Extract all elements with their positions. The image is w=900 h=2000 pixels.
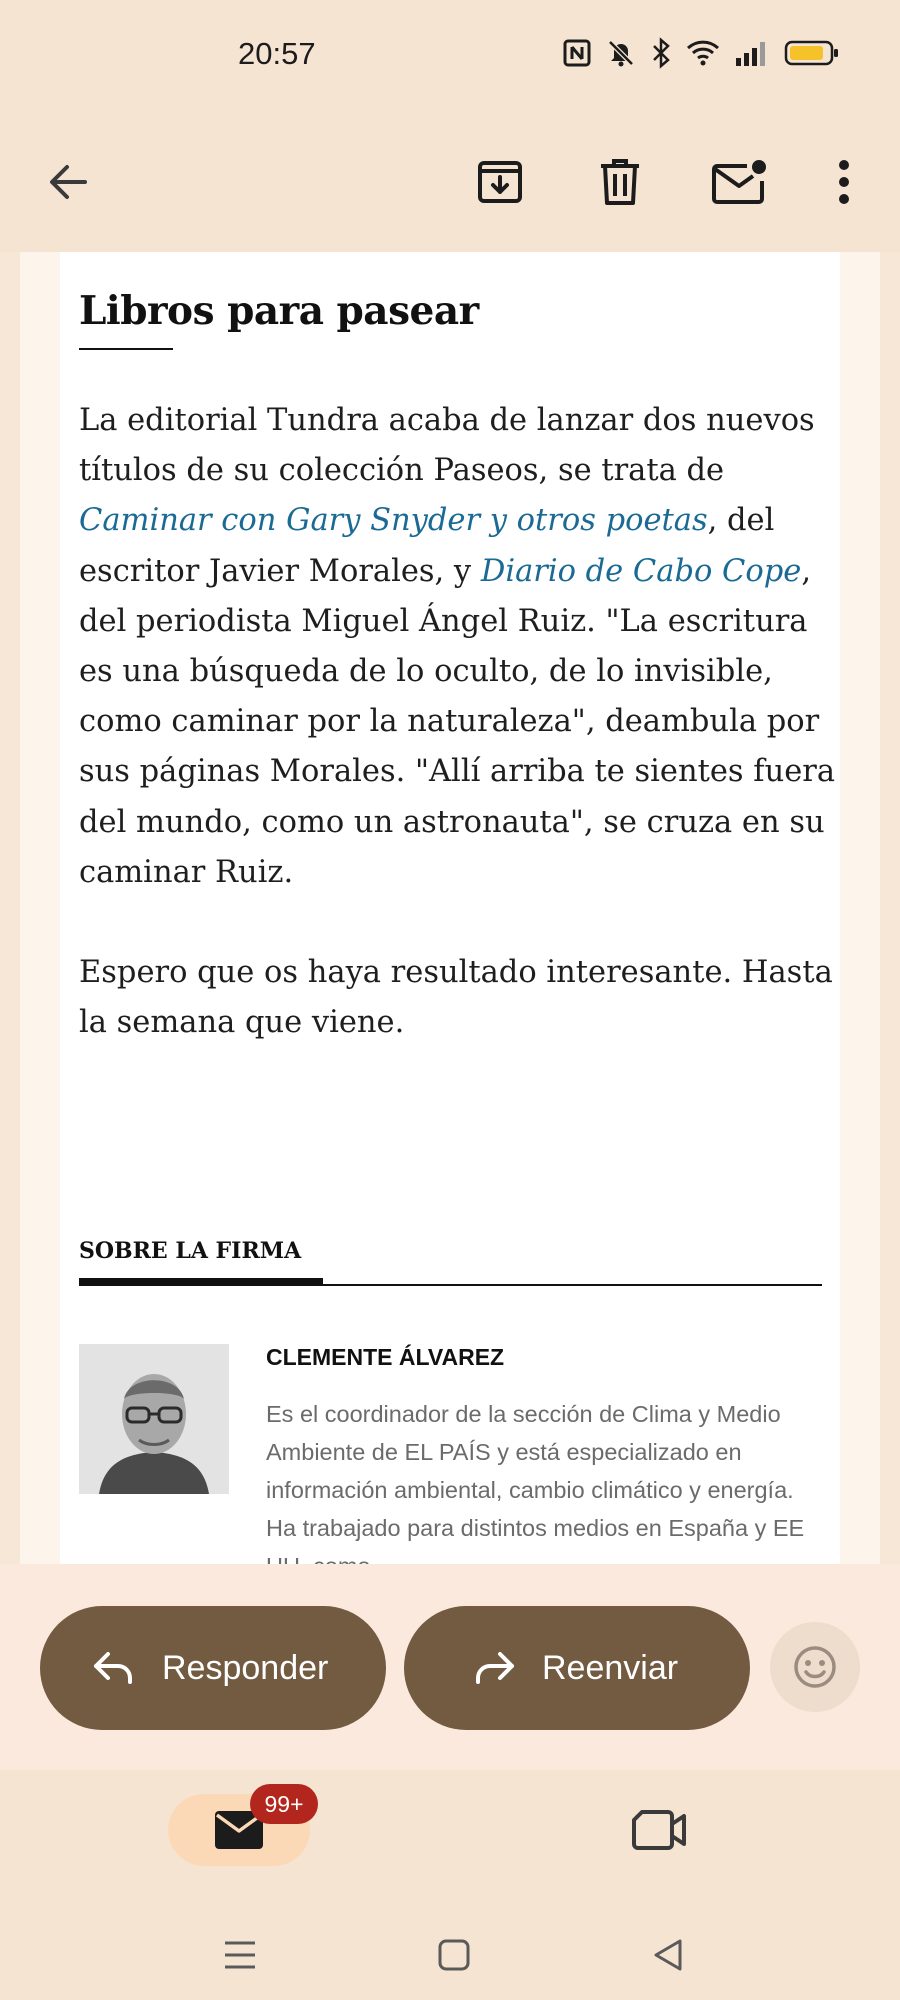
nav-meet-tab[interactable]	[620, 1792, 700, 1868]
mark-unread-icon	[711, 157, 769, 207]
reply-button[interactable]	[40, 1606, 386, 1730]
more-options-button[interactable]	[802, 140, 886, 224]
forward-button[interactable]	[404, 1606, 750, 1730]
bell-off-icon	[606, 38, 636, 68]
article-text	[79, 396, 839, 1048]
back-triangle-icon	[652, 1938, 684, 1972]
wifi-icon	[686, 38, 720, 68]
signature-divider-accent	[79, 1278, 323, 1286]
status-icons	[562, 38, 840, 68]
article-heading: Libros para pasear	[79, 288, 479, 334]
mark-unread-button[interactable]	[698, 140, 782, 224]
back-button[interactable]	[26, 140, 110, 224]
back-arrow-icon	[45, 159, 91, 205]
book-link-diario[interactable]: Diario de Cabo Cope	[480, 553, 802, 589]
text-run: , del periodista Miguel Ángel Ruiz. "La escritura es una búsqueda de lo oculto, de lo invisible, como caminar por la naturaleza", deambula por sus páginas Morales. "Allí arriba te sientes fuera del mundo, como un astronauta", se cruza en su caminar Ruiz.	[79, 553, 836, 890]
menu-icon	[223, 1939, 257, 1971]
book-link-caminar[interactable]: Caminar con Gary Snyder y otros poetas	[79, 503, 708, 539]
author-bio: Es el coordinador de la sección de Clima y Medio Ambiente de EL PAÍS y está especializado en información ambiental, cambio climático y energía. Ha trabajado para distintos medios en España y EE	[266, 1401, 805, 1541]
recents-button[interactable]	[210, 1928, 270, 1982]
reply-label: Responder	[162, 1648, 329, 1687]
archive-button[interactable]	[458, 140, 542, 224]
email-toolbar	[0, 110, 900, 252]
emoji-reaction-button[interactable]	[770, 1622, 860, 1712]
delete-button[interactable]	[578, 140, 662, 224]
text-run: , del escritor Javier Morales, y	[79, 503, 775, 589]
closing-paragraph: Espero que os haya resultado interesante. Hasta la semana que viene.	[79, 955, 833, 1041]
reply-icon	[92, 1648, 136, 1688]
action-bar	[0, 1564, 900, 1770]
author-photo-icon	[79, 1344, 229, 1494]
status-time: 20:57	[238, 36, 316, 71]
archive-icon	[475, 157, 525, 207]
article-paragraph	[79, 396, 839, 898]
trash-icon	[597, 157, 643, 207]
signature-section-title: SOBRE LA FIRMA	[79, 1238, 302, 1264]
home-button[interactable]	[424, 1928, 484, 1982]
bottom-navigation	[0, 1770, 900, 1910]
battery-icon	[784, 38, 840, 68]
smiley-icon	[792, 1644, 838, 1690]
back-nav-button[interactable]	[638, 1928, 698, 1982]
author-name: CLEMENTE ÁLVAREZ	[266, 1344, 505, 1370]
signal-icon	[734, 38, 770, 68]
video-camera-icon	[632, 1808, 688, 1852]
forward-icon	[472, 1648, 516, 1688]
bluetooth-icon	[650, 38, 672, 68]
status-bar	[0, 0, 900, 110]
author-avatar	[79, 1344, 229, 1494]
text-run: La editorial Tundra acaba de lanzar dos nuevos títulos de su colección Paseos, se trata de	[79, 403, 815, 489]
system-navigation	[0, 1910, 900, 2000]
forward-label: Reenviar	[542, 1648, 679, 1687]
message-body	[60, 252, 840, 1564]
more-vert-icon	[837, 159, 851, 205]
nfc-icon	[562, 38, 592, 68]
heading-underline	[79, 348, 173, 350]
unread-count-badge: 99+	[250, 1784, 318, 1824]
home-square-icon	[438, 1939, 470, 1971]
